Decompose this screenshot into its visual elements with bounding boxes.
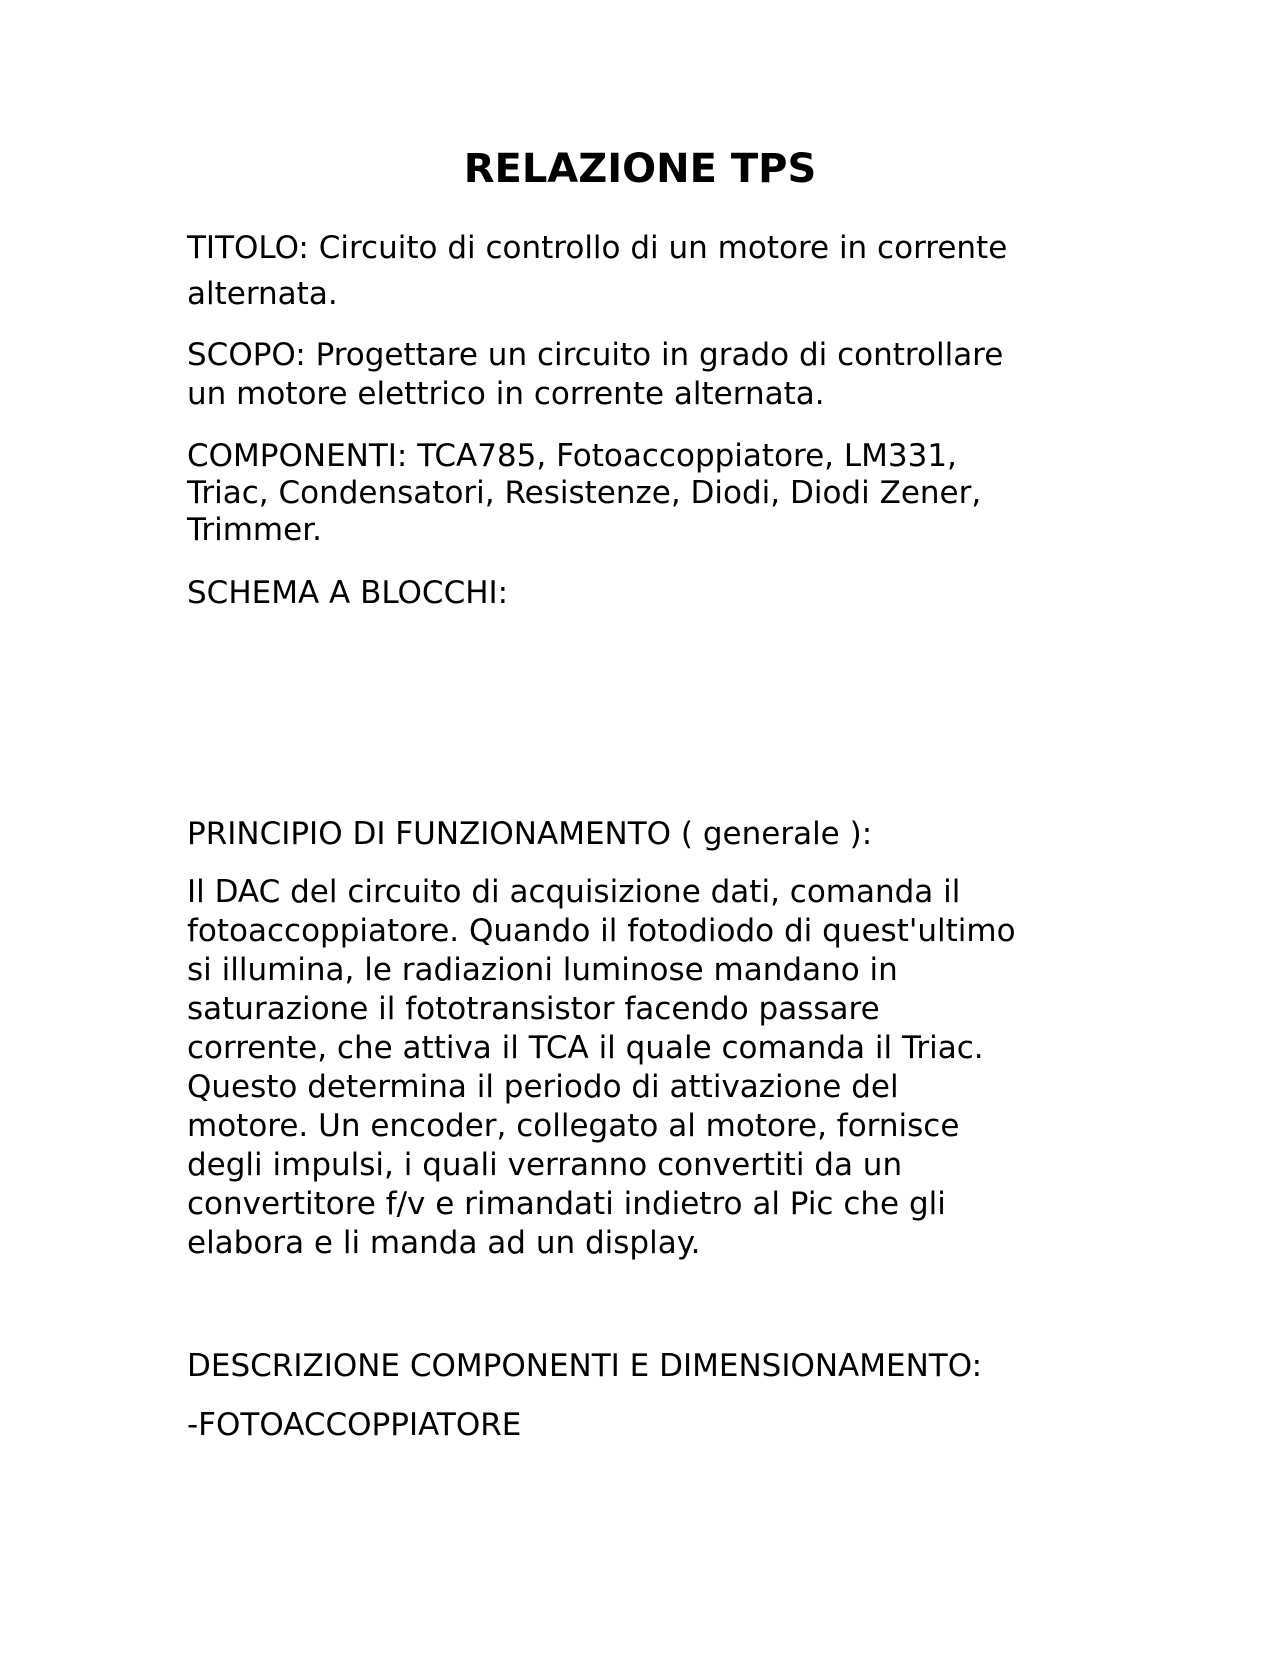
principio-line: Il DAC del circuito di acquisizione dati, comanda il (187, 874, 961, 910)
componenti-line: Triac, Condensatori, Resistenze, Diodi, Diodi Zener, (187, 475, 982, 511)
principio-line: elabora e li manda ad un display. (187, 1225, 701, 1261)
principio-line: corrente, che attiva il TCA il quale comanda il Triac. (187, 1030, 984, 1066)
componenti-paragraph (187, 438, 1107, 549)
scopo-line: un motore elettrico in corrente alternata. (187, 376, 825, 412)
titolo-line: TITOLO: Circuito di controllo di un motore in corrente (187, 230, 1008, 266)
principio-line: Questo determina il periodo di attivazione del (187, 1069, 899, 1105)
scopo-paragraph (187, 336, 1107, 414)
principio-line: degli impulsi, i quali verranno convertiti da un (187, 1147, 903, 1183)
scopo-line: SCOPO: Progettare un circuito in grado di controllare (187, 337, 1004, 373)
titolo-line: alternata. (187, 276, 338, 312)
componenti-line: COMPONENTI: TCA785, Fotoaccoppiatore, LM331, (187, 438, 957, 474)
descrizione-heading: DESCRIZIONE COMPONENTI E DIMENSIONAMENTO: (187, 1348, 983, 1384)
titolo-paragraph (187, 225, 1107, 317)
principio-paragraph (187, 873, 1107, 1263)
principio-line: si illumina, le radiazioni luminose mandano in (187, 952, 898, 988)
principio-heading: PRINCIPIO DI FUNZIONAMENTO ( generale ): (187, 816, 873, 852)
componenti-line: Trimmer. (187, 512, 322, 548)
fotoaccoppiatore-heading: -FOTOACCOPPIATORE (187, 1407, 522, 1443)
principio-line: fotoaccoppiatore. Quando il fotodiodo di quest'ultimo (187, 913, 1016, 949)
principio-line: motore. Un encoder, collegato al motore, fornisce (187, 1108, 960, 1144)
principio-line: saturazione il fototransistor facendo passare (187, 991, 880, 1027)
document-title: RELAZIONE TPS (463, 146, 817, 192)
schema-heading: SCHEMA A BLOCCHI: (187, 575, 509, 611)
principio-line: convertitore f/v e rimandati indietro al Pic che gli (187, 1186, 946, 1222)
